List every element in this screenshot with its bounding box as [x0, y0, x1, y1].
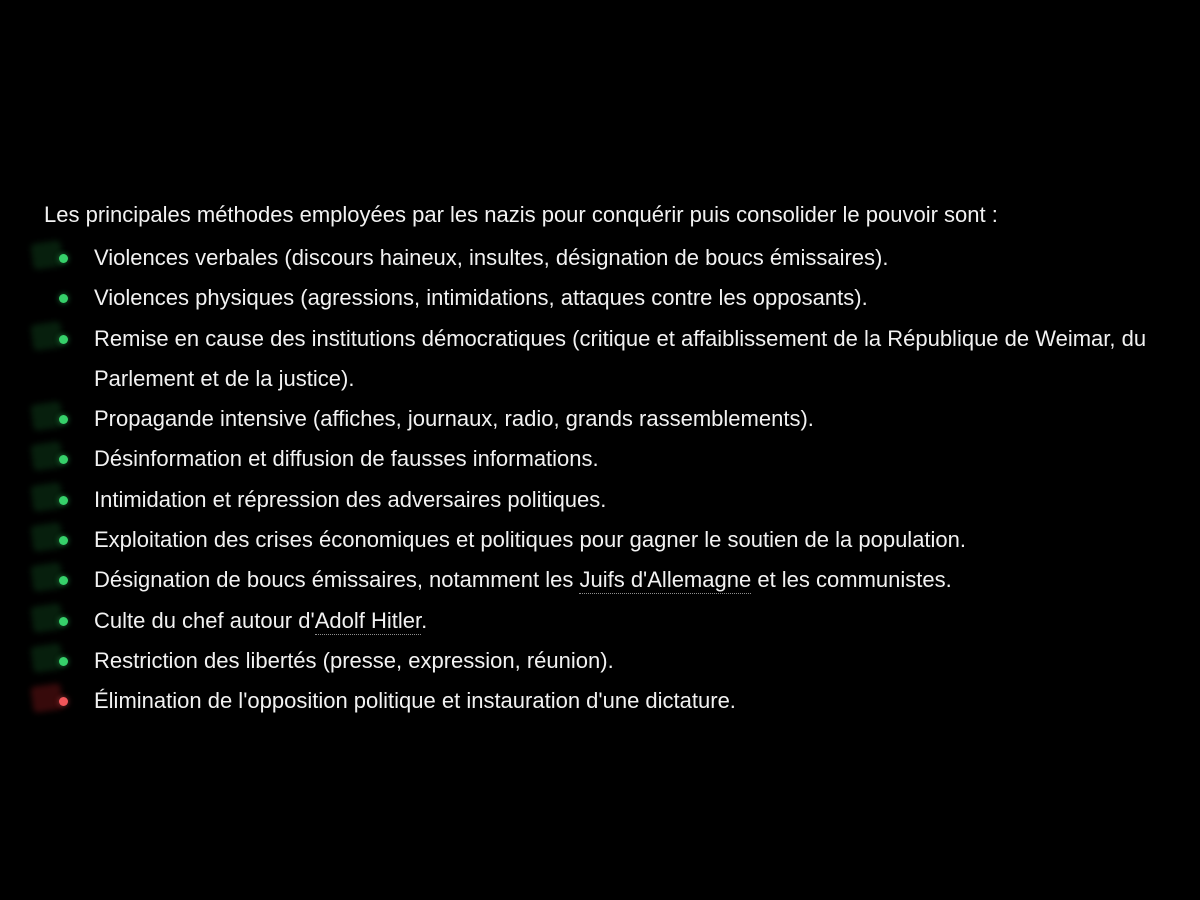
list-item-text: Propagande intensive (affiches, journaux, radio, grands rassemblements).	[94, 406, 814, 432]
green-bullet-icon	[59, 536, 68, 545]
green-bullet-icon	[59, 254, 68, 263]
list-item	[44, 520, 1184, 560]
list-item-text-before: Désignation de boucs émissaires, notamment les	[94, 567, 580, 593]
list-item-text: Remise en cause des institutions démocratiques (critique et affaiblissement de la République de Weimar, du Parlement et de la justice).	[94, 325, 1147, 391]
list-item	[44, 641, 1184, 681]
bullet-glow	[30, 482, 63, 512]
list-item-text-after: .	[421, 607, 428, 633]
list-item	[44, 480, 1184, 520]
bullet-glow	[30, 603, 63, 633]
list-item	[44, 278, 1184, 318]
intro-text: Les principales méthodes employées par les nazis pour conquérir puis consolider le pouvoir sont :	[44, 202, 998, 227]
list-item	[44, 399, 1184, 439]
bullet-glow	[30, 240, 63, 270]
bullet-glow	[30, 643, 63, 673]
green-bullet-icon	[59, 617, 68, 626]
green-bullet-icon	[59, 576, 68, 585]
green-bullet-icon	[59, 496, 68, 505]
list-item-text: Exploitation des crises économiques et politiques pour gagner le soutien de la population.	[94, 527, 967, 553]
green-bullet-icon	[59, 294, 68, 303]
list-item-text-before: Culte du chef autour d'	[94, 607, 315, 633]
list-item-text-after: et les communistes.	[751, 567, 952, 593]
message-content	[44, 198, 1184, 722]
link-juifs-allemagne[interactable]: Juifs d'Allemagne	[579, 567, 752, 593]
list-item-text: Restriction des libertés (presse, expression, réunion).	[94, 647, 614, 673]
green-bullet-icon	[59, 415, 68, 424]
bullet-glow	[30, 321, 63, 351]
green-bullet-icon	[59, 455, 68, 464]
methods-list	[44, 238, 1184, 722]
list-item-text: Violences physiques (agressions, intimidations, attaques contre les opposants).	[94, 285, 868, 311]
list-item-text: Intimidation et répression des adversaires politiques.	[94, 486, 607, 512]
list-item-text	[94, 567, 952, 594]
red-bullet-icon	[59, 697, 68, 706]
bullet-glow	[30, 522, 63, 552]
list-item	[44, 601, 1184, 641]
list-item-text	[94, 608, 427, 635]
list-item-text: Désinformation et diffusion de fausses informations.	[94, 446, 599, 472]
link-adolf-hitler[interactable]: Adolf Hitler	[314, 607, 422, 633]
list-item	[44, 238, 1184, 278]
list-item	[44, 319, 1184, 400]
list-item-text: Élimination de l'opposition politique et instauration d'une dictature.	[94, 688, 736, 714]
list-item	[44, 439, 1184, 479]
green-bullet-icon	[59, 657, 68, 666]
list-item	[44, 560, 1184, 600]
green-bullet-icon	[59, 335, 68, 344]
list-item	[44, 681, 1184, 721]
list-item-text: Violences verbales (discours haineux, insultes, désignation de boucs émissaires).	[94, 245, 889, 270]
